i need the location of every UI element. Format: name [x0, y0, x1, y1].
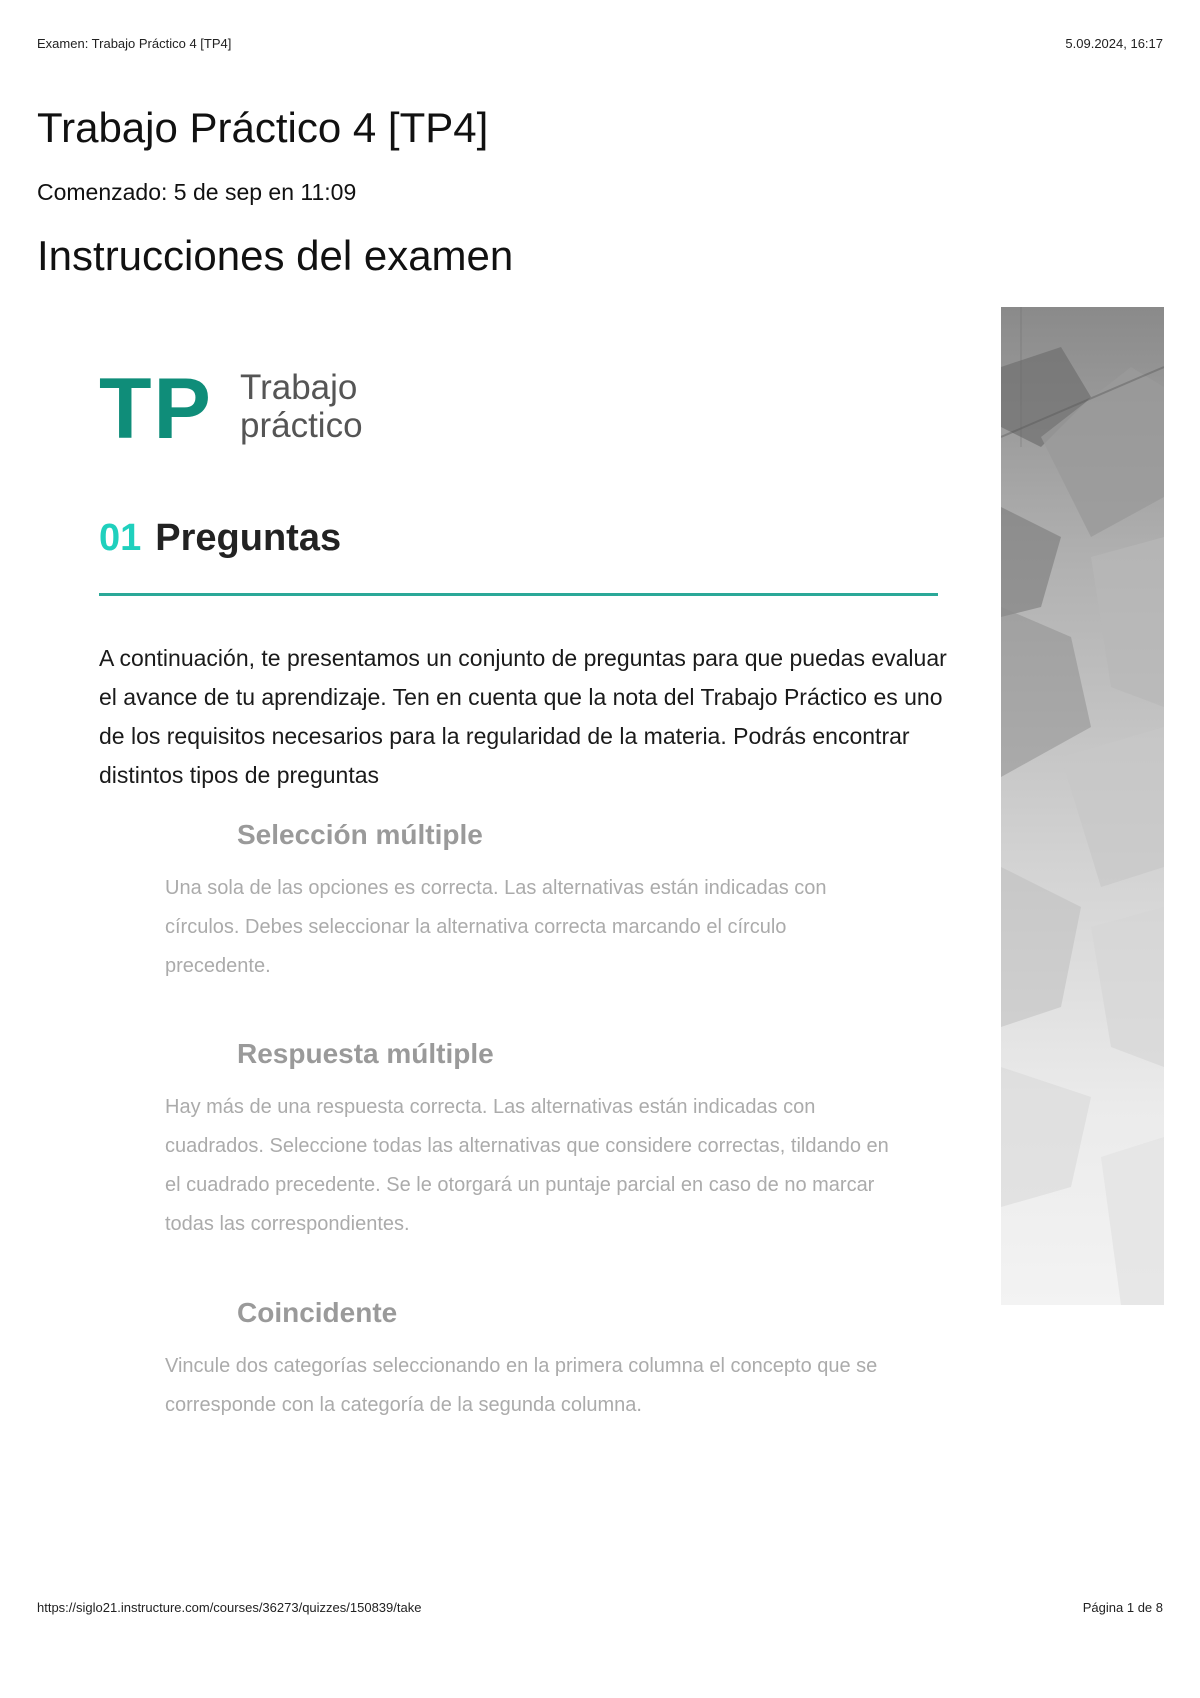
intro-paragraph: A continuación, te presentamos un conjunto de preguntas para que puedas evaluar el avance de tu aprendizaje. Ten en cuenta que la nota del Trabajo Práctico es uno de los requisitos necesarios para la regularidad de la materia. Podrás encontrar distintos tipos de preguntas [99, 645, 947, 788]
section-title: Preguntas [155, 517, 342, 559]
tp-logo-text [240, 369, 363, 445]
question-type-title: Coincidente [237, 1297, 398, 1328]
print-footer-page-number: Página 1 de 8 [1082, 1600, 1163, 1615]
print-header [37, 36, 1163, 54]
print-footer-url: https://siglo21.instructure.com/courses/36273/quizzes/150839/take [37, 1600, 422, 1615]
section-divider [99, 593, 938, 596]
question-type-title: Respuesta múltiple [237, 1038, 494, 1069]
question-type-description: Hay más de una respuesta correcta. Las alternativas están indicadas con cuadrados. Seleccione todas las alternativas que considere correctas, tildando en el cuadrado precedente. Se le otorgará un puntaje parcial en caso de no marcar todas las correspondientes. [165, 1096, 889, 1235]
instructions-heading: Instrucciones del examen [37, 232, 514, 279]
tp-logo [99, 363, 419, 455]
section-number: 01 [99, 517, 142, 559]
decorative-side-image [1001, 307, 1164, 1305]
print-footer [37, 1600, 1163, 1618]
tp-logo-line2: práctico [240, 406, 363, 445]
architecture-photo-icon [1001, 307, 1164, 1305]
question-type-description: Vincule dos categorías seleccionando en la primera columna el concepto que se corresponde con la categoría de la segunda columna. [165, 1355, 878, 1416]
tp-logo-mark: TP [99, 361, 213, 457]
section-heading [99, 517, 341, 560]
question-type-title: Selección múltiple [237, 819, 483, 850]
quiz-started-time: Comenzado: 5 de sep en 11:09 [37, 179, 357, 205]
tp-logo-line1: Trabajo [240, 368, 358, 407]
quiz-title: Trabajo Práctico 4 [TP4] [37, 104, 489, 151]
question-type-description: Una sola de las opciones es correcta. Las alternativas están indicadas con círculos. Debes seleccionar la alternativa correcta marcando el círculo precedente. [165, 877, 827, 977]
instructions-card [37, 307, 1163, 1507]
print-header-title: Examen: Trabajo Práctico 4 [TP4] [37, 36, 232, 51]
print-header-datetime: 5.09.2024, 16:17 [1065, 36, 1163, 51]
